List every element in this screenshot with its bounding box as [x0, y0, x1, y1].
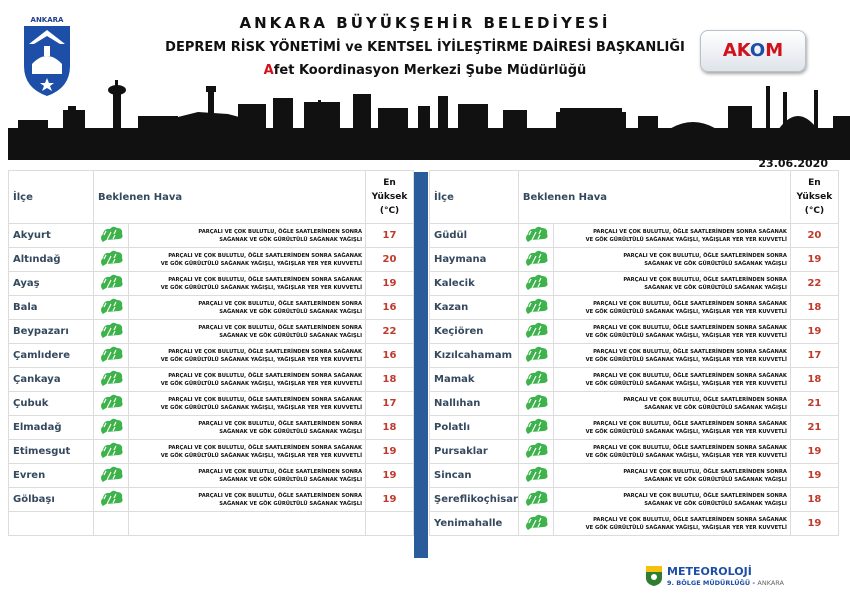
weather-description: PARÇALI VE ÇOK BULUTLU, ÖĞLE SAATLERİNDEN SONRA SAĞANAK VE GÖK GÜRÜLTÜLÜ SAĞANAK YAĞIŞLI	[129, 296, 366, 320]
cloud-rain-icon	[98, 441, 124, 459]
left-table-panel	[8, 170, 414, 536]
max-temperature: 18	[790, 488, 838, 512]
weather-icon-cell	[94, 248, 129, 272]
district-name: Etimesgut	[9, 440, 94, 464]
akom-badge: AKOM	[700, 30, 806, 72]
cloud-rain-icon	[98, 417, 124, 435]
cloud-rain-icon	[523, 321, 549, 339]
weather-description: PARÇALI VE ÇOK BULUTLU, ÖĞLE SAATLERİNDEN SONRA SAĞANAK VE GÖK GÜRÜLTÜLÜ SAĞANAK YAĞIŞLI	[129, 488, 366, 512]
skyline-silhouette	[8, 80, 850, 160]
cloud-rain-icon	[98, 321, 124, 339]
weather-icon-cell	[518, 344, 553, 368]
cloud-rain-icon	[523, 369, 549, 387]
max-temperature: 19	[790, 440, 838, 464]
right-weather-table	[429, 170, 839, 536]
district-row	[430, 416, 839, 440]
column-header-hava: Beklenen Hava	[518, 171, 790, 224]
max-temperature: 19	[366, 488, 414, 512]
weather-description: PARÇALI VE ÇOK BULUTLU, ÖĞLE SAATLERİNDEN SONRA SAĞANAK VE GÖK GÜRÜLTÜLÜ SAĞANAK YAĞIŞLI	[553, 488, 790, 512]
weather-description: PARÇALI VE ÇOK BULUTLU, ÖĞLE SAATLERİNDEN SONRA SAĞANAK VE GÖK GÜRÜLTÜLÜ SAĞANAK YAĞIŞLI	[129, 224, 366, 248]
empty-cell	[366, 512, 414, 536]
weather-icon-cell	[518, 368, 553, 392]
weather-icon-cell	[518, 440, 553, 464]
weather-icon-cell	[94, 224, 129, 248]
weather-icon-cell	[94, 416, 129, 440]
page-header	[0, 0, 850, 160]
right-table-panel	[429, 170, 839, 536]
cloud-rain-icon	[98, 465, 124, 483]
unit-title-accent: A	[263, 63, 274, 78]
district-row	[430, 296, 839, 320]
max-temperature: 22	[790, 272, 838, 296]
weather-description: PARÇALI VE ÇOK BULUTLU, ÖĞLE SAATLERİNDEN SONRA SAĞANAK VE GÖK GÜRÜLTÜLÜ SAĞANAK YAĞIŞLI	[553, 248, 790, 272]
district-row	[430, 272, 839, 296]
district-name: Şereflikoçhisar	[430, 488, 519, 512]
weather-description: PARÇALI VE ÇOK BULUTLU, ÖĞLE SAATLERİNDEN SONRA SAĞANAK VE GÖK GÜRÜLTÜLÜ SAĞANAK YAĞIŞLI, YAĞIŞLAR YER YER KUVVETLİ	[129, 248, 366, 272]
weather-description: PARÇALI VE ÇOK BULUTLU, ÖĞLE SAATLERİNDEN SONRA SAĞANAK VE GÖK GÜRÜLTÜLÜ SAĞANAK YAĞIŞLI	[129, 416, 366, 440]
district-row	[430, 440, 839, 464]
weather-icon-cell	[94, 320, 129, 344]
district-row	[430, 320, 839, 344]
column-divider	[414, 172, 428, 558]
weather-icon-cell	[94, 296, 129, 320]
weather-description: PARÇALI VE ÇOK BULUTLU, ÖĞLE SAATLERİNDEN SONRA SAĞANAK VE GÖK GÜRÜLTÜLÜ SAĞANAK YAĞIŞLI, YAĞIŞLAR YER YER KUVVETLİ	[553, 440, 790, 464]
weather-icon-cell	[94, 464, 129, 488]
org-title: ANKARA BÜYÜKŞEHİR BELEDİYESİ	[239, 14, 611, 32]
max-temperature: 19	[790, 248, 838, 272]
max-temperature: 19	[366, 464, 414, 488]
district-name: Gölbaşı	[9, 488, 94, 512]
district-name: Polatlı	[430, 416, 519, 440]
max-temperature: 17	[366, 392, 414, 416]
max-temperature: 20	[790, 224, 838, 248]
district-name: Haymana	[430, 248, 519, 272]
weather-description: PARÇALI VE ÇOK BULUTLU, ÖĞLE SAATLERİNDEN SONRA SAĞANAK VE GÖK GÜRÜLTÜLÜ SAĞANAK YAĞIŞLI	[553, 272, 790, 296]
max-temperature: 19	[790, 464, 838, 488]
district-name: Mamak	[430, 368, 519, 392]
weather-description: PARÇALI VE ÇOK BULUTLU, ÖĞLE SAATLERİNDEN SONRA SAĞANAK VE GÖK GÜRÜLTÜLÜ SAĞANAK YAĞIŞLI, YAĞIŞLAR YER YER KUVVETLİ	[553, 368, 790, 392]
max-temperature: 22	[366, 320, 414, 344]
cloud-rain-icon	[523, 345, 549, 363]
max-temperature: 21	[790, 392, 838, 416]
max-temperature: 17	[790, 344, 838, 368]
max-temperature: 18	[790, 296, 838, 320]
district-row	[430, 512, 839, 536]
district-name: Ayaş	[9, 272, 94, 296]
meteoroloji-logo	[645, 563, 795, 595]
district-name: Nallıhan	[430, 392, 519, 416]
left-weather-table	[8, 170, 414, 536]
meteoroloji-name: METEOROLOJİ	[667, 565, 752, 578]
district-row	[430, 488, 839, 512]
district-row	[9, 224, 414, 248]
weather-description: PARÇALI VE ÇOK BULUTLU, ÖĞLE SAATLERİNDEN SONRA SAĞANAK VE GÖK GÜRÜLTÜLÜ SAĞANAK YAĞIŞLI	[553, 464, 790, 488]
cloud-rain-icon	[523, 417, 549, 435]
weather-icon-cell	[518, 392, 553, 416]
district-row	[430, 344, 839, 368]
weather-icon-cell	[94, 392, 129, 416]
cloud-rain-icon	[98, 297, 124, 315]
district-name: Sincan	[430, 464, 519, 488]
district-name: Pursaklar	[430, 440, 519, 464]
empty-cell	[129, 512, 366, 536]
weather-description: PARÇALI VE ÇOK BULUTLU, ÖĞLE SAATLERİNDEN SONRA SAĞANAK VE GÖK GÜRÜLTÜLÜ SAĞANAK YAĞIŞLI, YAĞIŞLAR YER YER KUVVETLİ	[553, 296, 790, 320]
column-header-temp: En Yüksek (°C)	[790, 171, 838, 224]
weather-icon-cell	[94, 344, 129, 368]
empty-cell	[9, 512, 94, 536]
weather-description: PARÇALI VE ÇOK BULUTLU, ÖĞLE SAATLERİNDEN SONRA SAĞANAK VE GÖK GÜRÜLTÜLÜ SAĞANAK YAĞIŞLI, YAĞIŞLAR YER YER KUVVETLİ	[553, 512, 790, 536]
max-temperature: 17	[366, 224, 414, 248]
weather-icon-cell	[518, 272, 553, 296]
cloud-rain-icon	[98, 249, 124, 267]
district-row	[430, 464, 839, 488]
district-row	[9, 392, 414, 416]
weather-icon-cell	[94, 440, 129, 464]
cloud-rain-icon	[523, 489, 549, 507]
department-title: DEPREM RİSK YÖNETİMİ ve KENTSEL İYİLEŞTİRME DAİRESİ BAŞKANLIĞI	[165, 40, 685, 55]
district-name: Akyurt	[9, 224, 94, 248]
district-row	[9, 488, 414, 512]
district-name: Kalecik	[430, 272, 519, 296]
cloud-rain-icon	[98, 345, 124, 363]
meteoroloji-emblem-icon	[645, 565, 663, 587]
district-row	[430, 368, 839, 392]
district-row	[9, 320, 414, 344]
column-header-temp: En Yüksek (°C)	[366, 171, 414, 224]
district-row	[9, 272, 414, 296]
max-temperature: 19	[790, 320, 838, 344]
weather-icon-cell	[518, 296, 553, 320]
max-temperature: 19	[366, 272, 414, 296]
empty-cell	[94, 512, 129, 536]
cloud-rain-icon	[523, 393, 549, 411]
max-temperature: 18	[366, 368, 414, 392]
max-temperature: 20	[366, 248, 414, 272]
district-row	[9, 440, 414, 464]
district-row	[430, 224, 839, 248]
weather-icon-cell	[94, 488, 129, 512]
district-name: Çubuk	[9, 392, 94, 416]
left-header-row	[9, 171, 414, 224]
weather-description: PARÇALI VE ÇOK BULUTLU, ÖĞLE SAATLERİNDEN SONRA SAĞANAK VE GÖK GÜRÜLTÜLÜ SAĞANAK YAĞIŞLI, YAĞIŞLAR YER YER KUVVETLİ	[553, 320, 790, 344]
cloud-rain-icon	[523, 249, 549, 267]
cloud-rain-icon	[98, 273, 124, 291]
district-row	[9, 368, 414, 392]
district-row	[430, 392, 839, 416]
weather-icon-cell	[518, 488, 553, 512]
meteoroloji-sub: 9. BÖLGE MÜDÜRLÜĞÜ - ANKARA	[667, 579, 784, 587]
district-row	[9, 248, 414, 272]
weather-description: PARÇALI VE ÇOK BULUTLU, ÖĞLE SAATLERİNDEN SONRA SAĞANAK VE GÖK GÜRÜLTÜLÜ SAĞANAK YAĞIŞLI	[129, 320, 366, 344]
cloud-rain-icon	[523, 441, 549, 459]
max-temperature: 16	[366, 296, 414, 320]
weather-icon-cell	[518, 416, 553, 440]
weather-description: PARÇALI VE ÇOK BULUTLU, ÖĞLE SAATLERİNDEN SONRA SAĞANAK VE GÖK GÜRÜLTÜLÜ SAĞANAK YAĞIŞLI, YAĞIŞLAR YER YER KUVVETLİ	[129, 344, 366, 368]
max-temperature: 19	[366, 440, 414, 464]
unit-title-rest: fet Koordinasyon Merkezi Şube Müdürlüğü	[273, 63, 587, 78]
district-row	[9, 296, 414, 320]
weather-icon-cell	[518, 224, 553, 248]
weather-icon-cell	[518, 512, 553, 536]
district-name: Altındağ	[9, 248, 94, 272]
district-name: Güdül	[430, 224, 519, 248]
cloud-rain-icon	[523, 297, 549, 315]
district-name: Kızılcahamam	[430, 344, 519, 368]
district-name: Beypazarı	[9, 320, 94, 344]
district-name: Çankaya	[9, 368, 94, 392]
district-name: Keçiören	[430, 320, 519, 344]
right-header-row	[430, 171, 839, 224]
max-temperature: 18	[366, 416, 414, 440]
cloud-rain-icon	[523, 225, 549, 243]
weather-description: PARÇALI VE ÇOK BULUTLU, ÖĞLE SAATLERİNDEN SONRA SAĞANAK VE GÖK GÜRÜLTÜLÜ SAĞANAK YAĞIŞLI, YAĞIŞLAR YER YER KUVVETLİ	[129, 272, 366, 296]
cloud-rain-icon	[523, 513, 549, 531]
cloud-rain-icon	[98, 369, 124, 387]
weather-icon-cell	[518, 320, 553, 344]
column-header-ilce: İlçe	[430, 171, 519, 224]
weather-description: PARÇALI VE ÇOK BULUTLU, ÖĞLE SAATLERİNDEN SONRA SAĞANAK VE GÖK GÜRÜLTÜLÜ SAĞANAK YAĞIŞLI, YAĞIŞLAR YER YER KUVVETLİ	[553, 224, 790, 248]
max-temperature: 16	[366, 344, 414, 368]
district-row	[9, 344, 414, 368]
column-header-ilce: İlçe	[9, 171, 94, 224]
district-name: Yenimahalle	[430, 512, 519, 536]
district-row	[9, 464, 414, 488]
weather-description: PARÇALI VE ÇOK BULUTLU, ÖĞLE SAATLERİNDEN SONRA SAĞANAK VE GÖK GÜRÜLTÜLÜ SAĞANAK YAĞIŞLI, YAĞIŞLAR YER YER KUVVETLİ	[129, 392, 366, 416]
max-temperature: 18	[790, 368, 838, 392]
district-name: Elmadağ	[9, 416, 94, 440]
weather-icon-cell	[518, 464, 553, 488]
weather-icon-cell	[518, 248, 553, 272]
district-name: Kazan	[430, 296, 519, 320]
empty-row	[9, 512, 414, 536]
column-header-hava: Beklenen Hava	[94, 171, 366, 224]
weather-description: PARÇALI VE ÇOK BULUTLU, ÖĞLE SAATLERİNDEN SONRA SAĞANAK VE GÖK GÜRÜLTÜLÜ SAĞANAK YAĞIŞLI	[129, 464, 366, 488]
max-temperature: 19	[790, 512, 838, 536]
logo-text: ANKARA	[30, 16, 64, 24]
district-name: Evren	[9, 464, 94, 488]
cloud-rain-icon	[98, 393, 124, 411]
weather-icon-cell	[94, 368, 129, 392]
district-name: Çamlıdere	[9, 344, 94, 368]
weather-description: PARÇALI VE ÇOK BULUTLU, ÖĞLE SAATLERİNDEN SONRA SAĞANAK VE GÖK GÜRÜLTÜLÜ SAĞANAK YAĞIŞLI, YAĞIŞLAR YER YER KUVVETLİ	[553, 416, 790, 440]
district-row	[430, 248, 839, 272]
weather-icon-cell	[94, 272, 129, 296]
cloud-rain-icon	[98, 489, 124, 507]
weather-description: PARÇALI VE ÇOK BULUTLU, ÖĞLE SAATLERİNDEN SONRA SAĞANAK VE GÖK GÜRÜLTÜLÜ SAĞANAK YAĞIŞLI, YAĞIŞLAR YER YER KUVVETLİ	[553, 344, 790, 368]
cloud-rain-icon	[523, 465, 549, 483]
district-name: Bala	[9, 296, 94, 320]
cloud-rain-icon	[523, 273, 549, 291]
weather-description: PARÇALI VE ÇOK BULUTLU, ÖĞLE SAATLERİNDEN SONRA SAĞANAK VE GÖK GÜRÜLTÜLÜ SAĞANAK YAĞIŞLI, YAĞIŞLAR YER YER KUVVETLİ	[129, 440, 366, 464]
max-temperature: 21	[790, 416, 838, 440]
weather-description: PARÇALI VE ÇOK BULUTLU, ÖĞLE SAATLERİNDEN SONRA SAĞANAK VE GÖK GÜRÜLTÜLÜ SAĞANAK YAĞIŞLI, YAĞIŞLAR YER YER KUVVETLİ	[129, 368, 366, 392]
report-date: 23.06.2020	[758, 157, 828, 170]
district-row	[9, 416, 414, 440]
cloud-rain-icon	[98, 225, 124, 243]
weather-description: PARÇALI VE ÇOK BULUTLU, ÖĞLE SAATLERİNDEN SONRA SAĞANAK VE GÖK GÜRÜLTÜLÜ SAĞANAK YAĞIŞLI	[553, 392, 790, 416]
